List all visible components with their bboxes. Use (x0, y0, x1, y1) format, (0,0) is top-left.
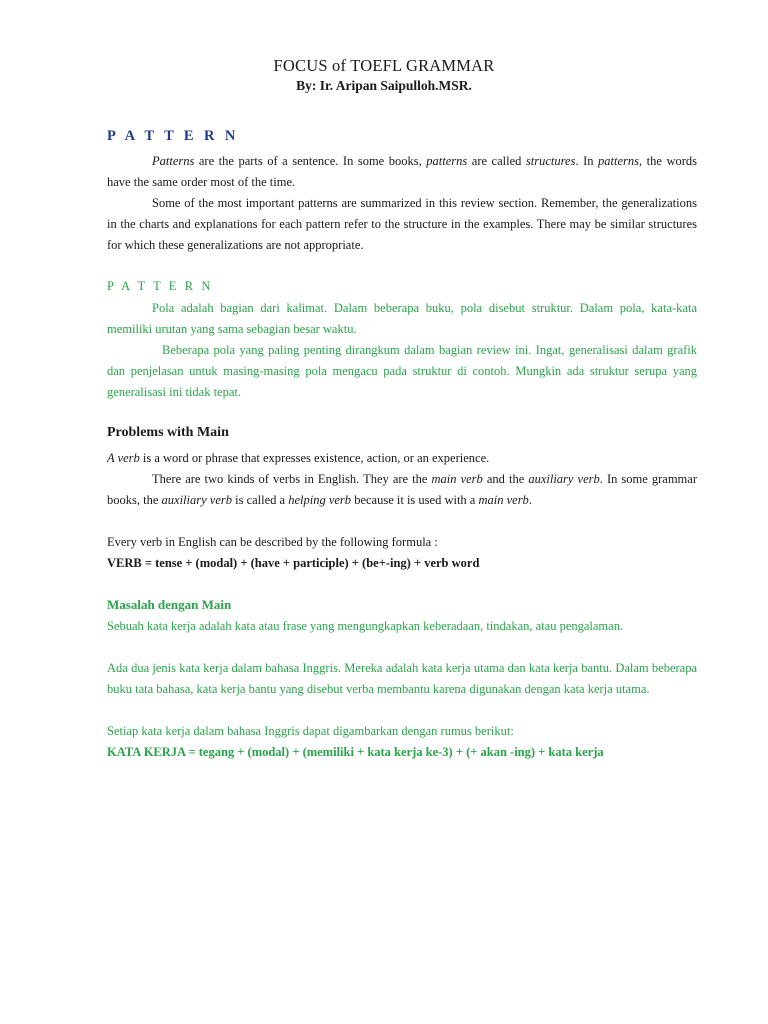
pattern-heading-translation: P A T T E R N (107, 279, 214, 293)
masalah-heading: Masalah dengan Main (107, 597, 232, 612)
verb-formula: VERB = tense + (modal) + (have + participle) + (be+-ing) + verb word (107, 556, 480, 570)
masalah-paragraph-1: Sebuah kata kerja adalah kata atau frase yang mengungkapkan keberadaan, tindakan, atau pengalaman. (107, 619, 624, 633)
document-title: FOCUS of TOEFL GRAMMAR (273, 56, 495, 75)
author-byline: By: Ir. Aripan Saipulloh.MSR. (296, 78, 472, 93)
formula-intro: Every verb in English can be described by the following formula : (107, 535, 438, 549)
verb-kinds-paragraph: There are two kinds of verbs in English. They are the main verb and the auxiliary verb. In some grammar books, the auxiliary verb is called a helping verb because it is used with a main verb. (107, 472, 697, 507)
masalah-formula-intro: Setiap kata kerja dalam bahasa Inggris dapat digambarkan dengan rumus berikut: (107, 724, 514, 738)
pattern-paragraph-2: Some of the most important patterns are summarized in this review section. Remember, the generalizations in the charts and explanations for each pattern refer to the structure in the examples. There may be similar structures for which these generalizations are not appropriate. (107, 196, 697, 252)
problems-heading: Problems with Main (107, 425, 229, 440)
pattern-heading: P A T T E R N (107, 128, 239, 144)
verb-definition: A verb is a word or phrase that expresses existence, action, or an experience. (107, 451, 490, 465)
masalah-paragraph-2: Ada dua jenis kata kerja dalam bahasa Inggris. Mereka adalah kata kerja utama dan kata kerja bantu. Dalam beberapa buku tata bahasa, kata kerja bantu yang disebut verba membantu karena digunakan dengan kata kerja utama. (107, 661, 697, 696)
masalah-formula: KATA KERJA = tegang + (modal) + (memiliki + kata kerja ke-3) + (+ akan -ing) + kata kerja (107, 745, 604, 759)
pattern-translation-paragraph-2: Beberapa pola yang paling penting dirangkum dalam bagian review ini. Ingat, generalisasi dalam grafik dan penjelasan untuk masing-masing pola mengacu pada struktur di contoh. Mungkin ada struktur serupa yang generalisasi ini tidak tepat. (107, 343, 697, 399)
pattern-translation-paragraph-1: Pola adalah bagian dari kalimat. Dalam beberapa buku, pola disebut struktur. Dalam pola, kata-kata memiliki urutan yang sama sebagian besar waktu. (107, 301, 697, 336)
pattern-paragraph-1: Patterns are the parts of a sentence. In some books, patterns are called structures. In patterns, the words have the same order most of the time. (107, 154, 697, 189)
